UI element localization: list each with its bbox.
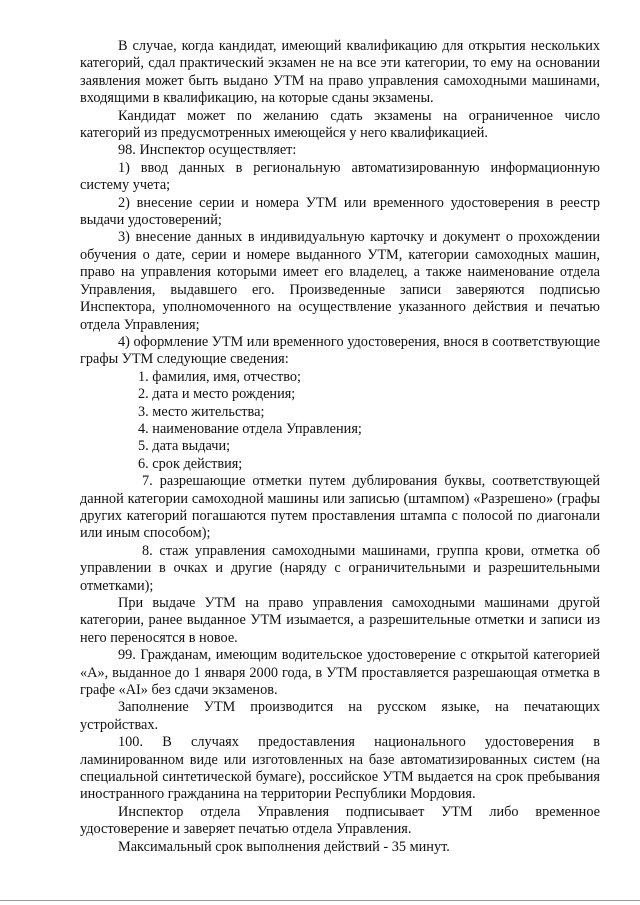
paragraph-signature: Инспектор отдела Управления подписывает УТМ либо временное удостоверение и заверяет печатью отдела Управления. [80, 803, 600, 838]
list-item: 2. дата и место рождения; [138, 386, 296, 403]
page-bottom-edge [0, 900, 640, 901]
clause-99: 99. Гражданам, имеющим водительское удостоверение с открытой категорией «А», выданное до 1 января 2000 года, в УТМ проставляется разрешающая отметка в графе «АI» без сдачи экзаменов. [80, 647, 600, 699]
utm-fields-list [80, 369, 600, 473]
list-item: 5. дата выдачи; [138, 438, 231, 455]
clause-98-item-4: 4) оформление УТМ или временного удостоверения, внося в соответствующие графы УТМ следующие сведения: [80, 333, 600, 368]
list-item-8-experience: 8. стаж управления самоходными машинами, группа крови, отметка об управлении в очках и другие (наряду с ограничительными и разрешительными отметками); [80, 542, 600, 594]
list-item: 3. место жительства; [138, 403, 265, 420]
paragraph-other-category: При выдаче УТМ на право управления самоходными машинами другой категории, ранее выданное УТМ изымается, а разрешительные отметки и записи из него переносятся в новое. [80, 595, 600, 646]
clause-98-item-3: 3) внесение данных в индивидуальную карточку и документ о прохождении обучения о дате, серии и номере выданного УТМ, категории самоходных машин, право на управления которыми имеет его владелец, а также наименование отдела Управления, выдавшего его. Произведенные записи заверяются подписью Инспектора, уполномоченного на осуществление указанного действия и печатью отдела Управления; [80, 229, 600, 333]
paragraph-max-time: Максимальный срок выполнения действий - 35 минут. [118, 838, 450, 855]
list-item: 1. фамилия, имя, отчество; [138, 368, 302, 385]
clause-98-heading: 98. Инспектор осуществляет: [118, 142, 297, 159]
list-item: 6. срок действия; [138, 455, 243, 472]
clause-98-item-1: 1) ввод данных в региональную автоматизированную информационную систему учета; [80, 159, 600, 194]
paragraph-language: Заполнение УТМ производится на русском языке, на печатающих устройствах. [80, 699, 600, 733]
list-item: 4. наименование отдела Управления; [138, 420, 362, 437]
list-item-7-permits: 7. разрешающие отметки путем дублирования буквы, соответствующей данной категории самоходной машины или записью (штампом) «Разрешено» (графы других категорий погашаются путем проставления штампа с полосой по диагонали или иным способом); [80, 473, 600, 542]
paragraph-partial-exam: В случае, когда кандидат, имеющий квалификацию для открытия нескольких категорий, сдал практический экзамен не на все эти категории, то ему на основании заявления может быть выдано УТМ на право управления самоходными машинами, входящими в квалификацию, на которые сданы экзамены. [80, 38, 600, 107]
clause-98-item-2: 2) внесение серии и номера УТМ или временного удостоверения в реестр выдачи удостоверений; [80, 194, 600, 229]
clause-100: 100. В случаях предоставления национального удостоверения в ламинированном виде или изготовленных на базе автоматизированных систем (на специальной синтетической бумаге), российское УТМ выдается на срок пребывания иностранного гражданина на территории Республики Мордовия. [80, 734, 600, 803]
paragraph-limited-categories: Кандидат может по желанию сдать экзамены на ограниченное число категорий из предусмотренных имеющейся у него квалификацией. [80, 107, 600, 142]
document-body [80, 38, 600, 856]
